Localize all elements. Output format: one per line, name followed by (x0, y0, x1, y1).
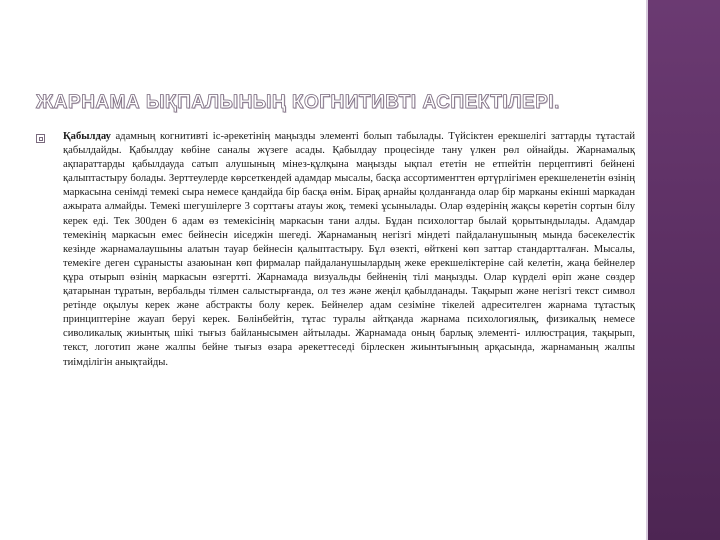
bullet-body (63, 130, 635, 370)
bullet-lead-term: Қабылдау (63, 131, 111, 142)
side-bar (648, 0, 720, 540)
slide-title: ЖАРНАМА ЫҚПАЛЫНЫҢ КОГНИТИВТІ АСПЕКТІЛЕРІ. (36, 92, 560, 113)
square-bullet-icon (36, 134, 45, 143)
bullet-text: адамның когнитивті іс-әрекетінің маңызды элементі болып табылады. Түйсіктен ерекшелігі заттарды тұтастай қабылдайды. Қабылдау көбіне саналы жүзеге асады. Қабылдау процесінде тану үлкен рөл ойнайды. Жарнамалық ақпараттарды қабылдауда сатып алушының мінез-құлқына маңызды ықпал ететін не етпейтін перцептивті бейнені қалыптастыру болады. Зерттеулерде көрсеткендей адамдар мысалы, басқа ассортименттен өртүрлігімен ерекшеленетін өзінің маркасына сенімді темекі сыра немесе қандайда бір басқа өнім. Бірақ арнайы қолданғанда олар бір марканы екінші маркадан ажырата алмайды. Темекі шегушілерге 3 сорттағы атауы жоқ, темекі ұсынылады. Олар өздерінің жақсы көретін сортын білу керек еді. Тек 300ден 6 адам өз темекісінің маркасын тани алды. Бұдан психологтар былай қорытындылады. Адамдар темекінің маркасын емес бейнесін иіседжін шегеді. Жарнаманың негізгі міндеті пайдаланушының мында бәсекелестік кезінде жарнамалаушыны алатын тауар бейнесін қалыптастыру. Бұл өзекті, өйткені көп заттар стандартталған. Мысалы, темекіге деген сұранысты азаюынан көп фирмалар пайдаланушылардың жеке ерекшеліктеріне сай келетін, жаңа бейнелер құра отырып өзінің маркасын өзгертті. Жарнамада визуальды бейненің тілі маңызды. Олар күрделі өріп және сөздер қатарынан тұратын, вербальды тілмен салыстырғанда, ол тез және жеңіл қабылданады. Тақырып және негізгі текст символ ретінде оқылуы керек және абстракты болу керек. Бейнелер адам сезіміне тікелей адресителген жарнама тұтастық принциптеріне жауап беруі керек. Бөлінбейтін, тұтас туралы айтқанда жарнама психологиялық, физикалық немесе сиволикалық жиынтық шікі тығыз байланысымен айтылады. Жарнамада оның барлық элементі- иллюстрация, тақырып, текст, логотип және жалпы бейне тығыз өзара әрекеттеседі бірлескен жиынтығының арқасында, жарнаманың жалпы тиімділігін анықтайды. (63, 131, 635, 368)
top-stripe (0, 0, 650, 14)
